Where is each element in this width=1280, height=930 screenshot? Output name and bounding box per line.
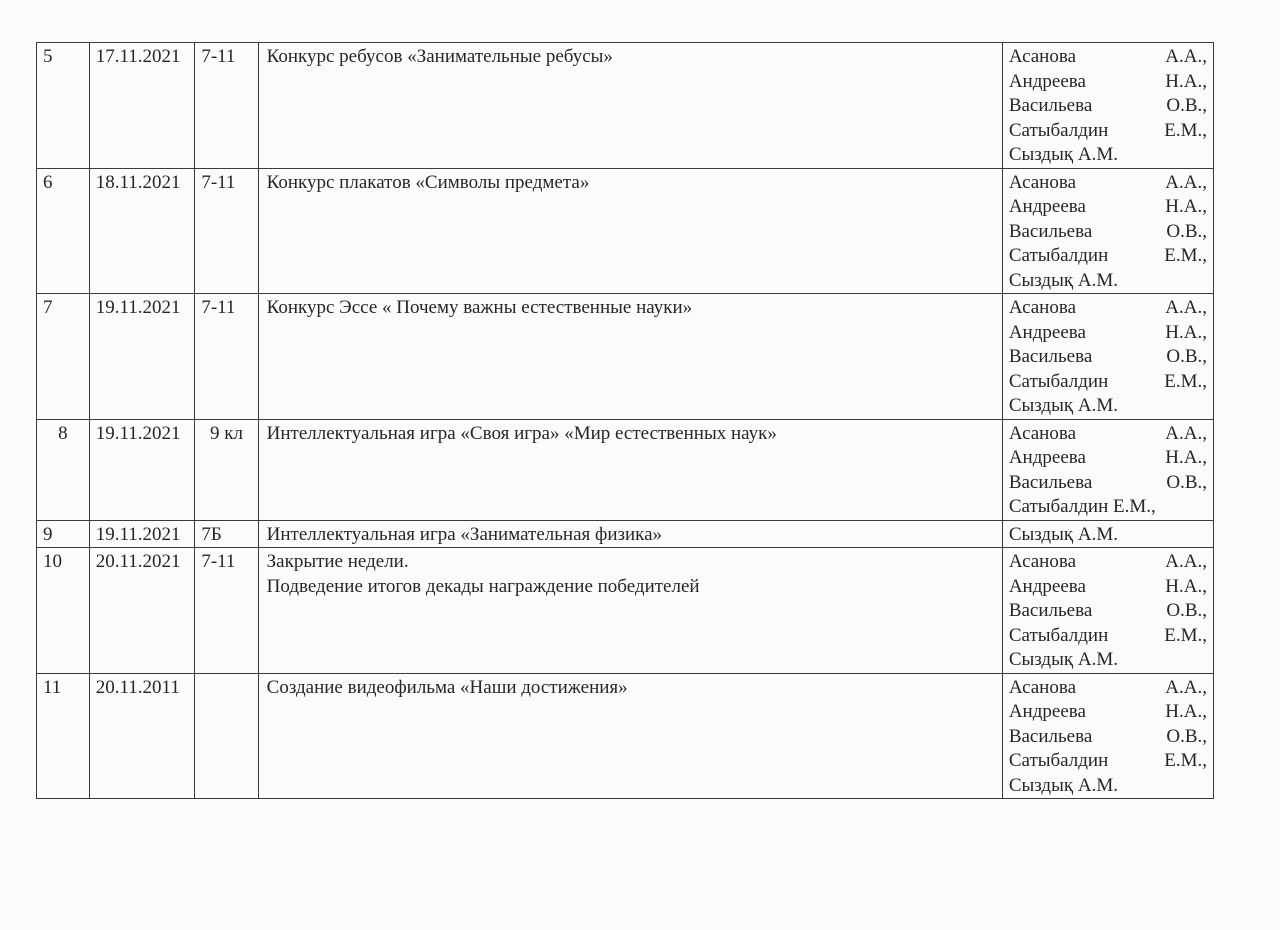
event-line: Интеллектуальная игра «Своя игра» «Мир естественных наук»	[266, 422, 777, 444]
event-line: Закрытие недели.	[266, 551, 409, 572]
row-event	[258, 294, 1002, 420]
responsible-line: Асанова А.А.,	[1008, 297, 1207, 318]
responsible-line: Сатыбалдин Е.М.,	[1008, 624, 1207, 646]
responsible-line: Асанова А.А.,	[1008, 676, 1207, 698]
row-number: 7	[37, 294, 90, 420]
responsible-line: Сыздық А.М.	[1008, 649, 1118, 670]
row-number: 9	[37, 520, 90, 548]
row-responsible	[1002, 294, 1213, 420]
event-line: Конкурс Эссе « Почему важны естественные науки»	[266, 297, 693, 318]
event-line: Подведение итогов декады награждение победителей	[266, 575, 700, 597]
row-class	[195, 673, 258, 799]
event-line: Интеллектуальная игра «Занимательная физика»	[266, 523, 663, 545]
responsible-line: Сыздық А.М.	[1008, 269, 1118, 291]
table-row	[37, 520, 1214, 548]
responsible-line: Андреева Н.А.,	[1008, 196, 1207, 217]
responsible-line: Васильева О.В.,	[1008, 725, 1207, 747]
row-class: 7Б	[195, 520, 258, 548]
responsible-line: Андреева Н.А.,	[1008, 447, 1207, 468]
row-responsible	[1002, 673, 1213, 799]
row-responsible	[1002, 419, 1213, 520]
row-responsible	[1002, 168, 1213, 294]
row-event	[258, 673, 1002, 799]
row-responsible	[1002, 548, 1213, 674]
responsible-line: Васильева О.В.,	[1008, 95, 1207, 116]
row-date: 17.11.2021	[89, 43, 195, 169]
row-responsible	[1002, 43, 1213, 169]
row-event	[258, 43, 1002, 169]
row-number: 6	[37, 168, 90, 294]
responsible-line: Асанова А.А.,	[1008, 422, 1207, 444]
row-event	[258, 520, 1002, 548]
event-line: Конкурс ребусов «Занимательные ребусы»	[266, 46, 613, 67]
responsible-line: Андреева Н.А.,	[1008, 70, 1207, 92]
responsible-line: Сатыбалдин Е.М.,	[1008, 245, 1207, 266]
responsible-line: Сыздық А.М.	[1008, 395, 1118, 416]
row-event	[258, 168, 1002, 294]
row-number: 10	[37, 548, 90, 674]
responsible-line: Асанова А.А.,	[1008, 46, 1207, 67]
row-class: 9 кл	[195, 419, 258, 520]
responsible-line: Сыздық А.М.	[1008, 523, 1118, 545]
table-row	[37, 43, 1214, 169]
responsible-line: Андреева Н.А.,	[1008, 321, 1207, 343]
table-row	[37, 673, 1214, 799]
row-date: 18.11.2021	[89, 168, 195, 294]
row-class: 7-11	[195, 168, 258, 294]
table-row	[37, 168, 1214, 294]
responsible-line: Васильева О.В.,	[1008, 600, 1207, 621]
responsible-line: Сыздық А.М.	[1008, 774, 1118, 796]
events-table-body	[37, 43, 1214, 799]
row-date: 20.11.2021	[89, 548, 195, 674]
row-date: 19.11.2021	[89, 419, 195, 520]
row-responsible	[1002, 520, 1213, 548]
responsible-line: Сатыбалдин Е.М.,	[1008, 119, 1207, 141]
responsible-line: Сатыбалдин Е.М.,	[1008, 750, 1207, 771]
table-row	[37, 548, 1214, 674]
row-number: 5	[37, 43, 90, 169]
row-number: 8	[37, 419, 90, 520]
row-date: 20.11.2011	[89, 673, 195, 799]
responsible-line: Асанова А.А.,	[1008, 171, 1207, 193]
row-class: 7-11	[195, 294, 258, 420]
responsible-line: Сыздық А.М.	[1008, 144, 1118, 165]
row-class: 7-11	[195, 548, 258, 674]
row-number: 11	[37, 673, 90, 799]
responsible-line: Андреева Н.А.,	[1008, 701, 1207, 722]
responsible-line: Васильева О.В.,	[1008, 346, 1207, 367]
responsible-line: Сатыбалдин Е.М.,	[1008, 496, 1156, 517]
row-date: 19.11.2021	[89, 520, 195, 548]
responsible-line: Васильева О.В.,	[1008, 471, 1207, 493]
responsible-line: Андреева Н.А.,	[1008, 575, 1207, 597]
responsible-line: Васильева О.В.,	[1008, 220, 1207, 242]
responsible-line: Сатыбалдин Е.М.,	[1008, 370, 1207, 392]
events-table	[36, 42, 1214, 799]
event-line: Конкурс плакатов «Символы предмета»	[266, 171, 590, 193]
row-date: 19.11.2021	[89, 294, 195, 420]
row-event	[258, 548, 1002, 674]
event-line: Создание видеофильма «Наши достижения»	[266, 676, 628, 698]
row-class: 7-11	[195, 43, 258, 169]
table-row	[37, 294, 1214, 420]
responsible-line: Асанова А.А.,	[1008, 551, 1207, 572]
table-row	[37, 419, 1214, 520]
row-event	[258, 419, 1002, 520]
